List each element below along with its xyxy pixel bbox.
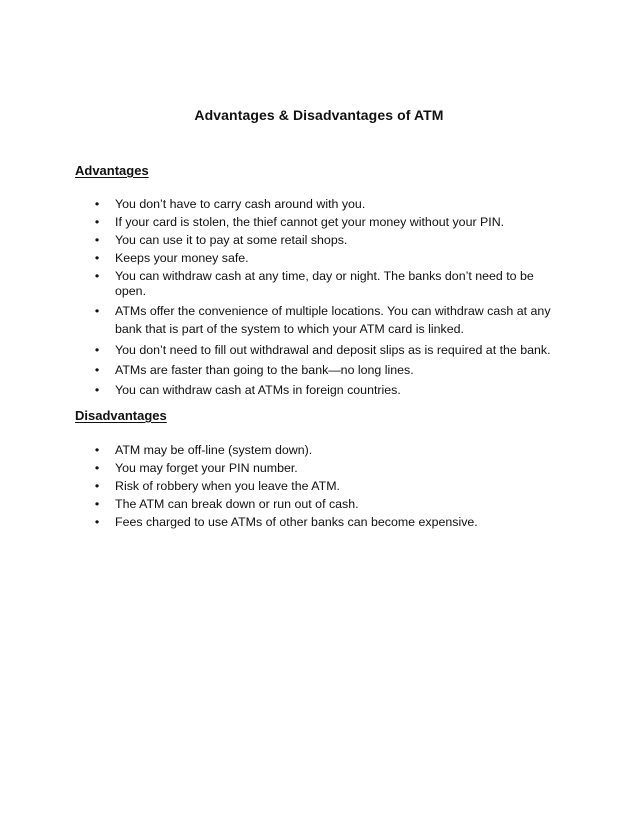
list-item [90, 383, 560, 398]
list-item-text: Risk of robbery when you leave the ATM. [115, 479, 340, 493]
bullet-icon: • [94, 479, 100, 493]
list-item [90, 363, 560, 378]
list-item-text: If your card is stolen, the thief cannot get your money without your PIN. [115, 215, 505, 229]
list-item-text: Keeps your money safe. [115, 251, 249, 265]
list-item [90, 215, 560, 230]
bullet-icon: • [94, 233, 100, 247]
list-item [90, 515, 560, 530]
list-item-text: Fees charged to use ATMs of other banks can become expensive. [115, 515, 478, 529]
bullet-icon: • [94, 197, 100, 211]
list-item [90, 497, 560, 512]
list-item [90, 461, 560, 476]
list-item [90, 269, 560, 299]
list-item [90, 443, 560, 458]
bullet-icon: • [94, 461, 100, 475]
list-item-text: You can withdraw cash at ATMs in foreign countries. [115, 383, 401, 397]
bullet-icon: • [94, 363, 100, 377]
bullet-icon: • [94, 343, 100, 357]
bullet-icon: • [94, 251, 100, 265]
bullet-icon: • [94, 215, 100, 229]
page-title: Advantages & Disadvantages of ATM [194, 107, 444, 123]
bullet-icon: • [94, 497, 100, 511]
list-item [90, 302, 560, 338]
advantages-list [90, 197, 560, 398]
list-item-text: ATMs are faster than going to the bank—no long lines. [115, 363, 414, 377]
list-item [90, 197, 560, 212]
list-item-text: ATMs offer the convenience of multiple locations. You can withdraw cash at any bank that is part of the system to which your ATM card is linked. [115, 304, 551, 336]
list-item-text: You don’t have to carry cash around with you. [115, 197, 366, 211]
list-item [90, 233, 560, 248]
bullet-icon: • [94, 304, 100, 318]
list-item-text: You can use it to pay at some retail shops. [115, 233, 348, 247]
bullet-icon: • [94, 269, 100, 283]
bullet-icon: • [94, 515, 100, 529]
disadvantages-list [90, 443, 560, 530]
list-item [90, 251, 560, 266]
list-item [90, 343, 560, 358]
list-item [90, 479, 560, 494]
list-item-text: ATM may be off-line (system down). [115, 443, 313, 457]
list-item-text: You can withdraw cash at any time, day or night. The banks don’t need to be open. [115, 269, 534, 298]
disadvantages-heading: Disadvantages [75, 408, 167, 423]
advantages-heading: Advantages [75, 163, 149, 178]
bullet-icon: • [94, 383, 100, 397]
list-item-text: The ATM can break down or run out of cash. [115, 497, 359, 511]
list-item-text: You may forget your PIN number. [115, 461, 298, 475]
bullet-icon: • [94, 443, 100, 457]
list-item-text: You don’t need to fill out withdrawal and deposit slips as is required at the bank. [115, 343, 551, 357]
